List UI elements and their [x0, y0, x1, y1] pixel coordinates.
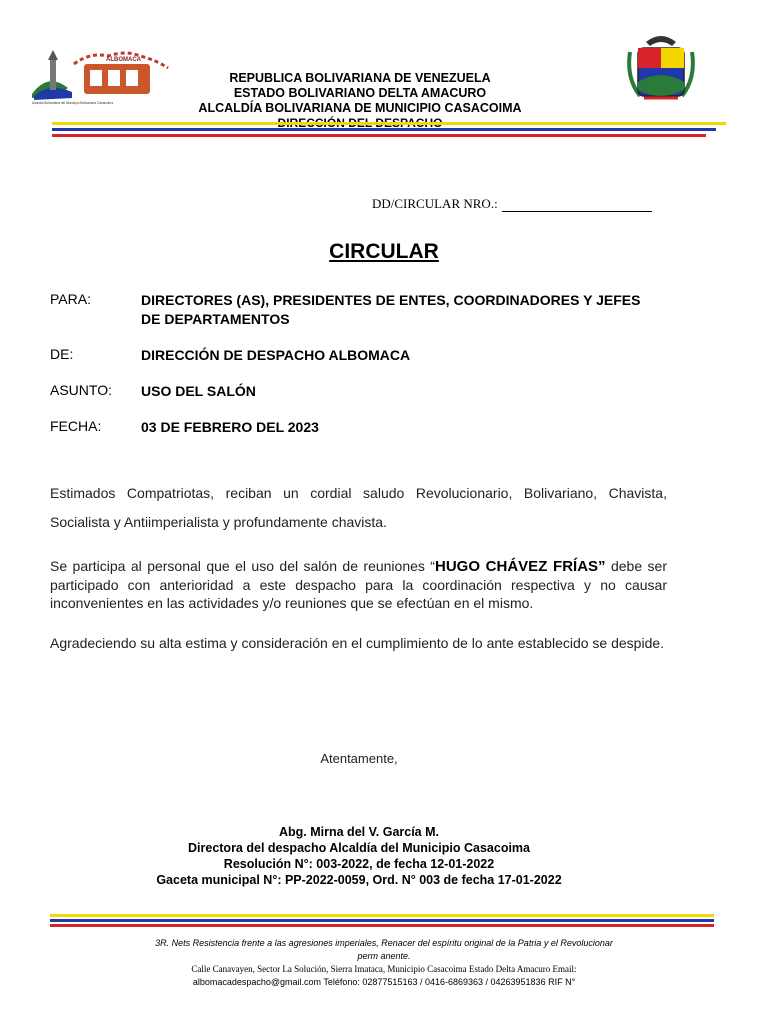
footer-stripe-red [50, 924, 714, 927]
footer-address: Calle Canavayen, Sector La Solución, Sierra Imataca, Municipio Casacoima Estado Delta Amacuro Email: [191, 964, 577, 974]
footer-motto: 3R. Nets Resistencia frente a las agresiones imperiales, Renacer del espíritu original de la Patria y el Revolucionar [155, 938, 613, 948]
circular-number-blank [502, 199, 652, 212]
asunto-label: ASUNTO: [50, 382, 112, 398]
header-line-republic: REPUBLICA BOLIVARIANA DE VENEZUELA [229, 71, 491, 85]
signature-gaceta: Gaceta municipal N°: PP-2022-0059, Ord. N° 003 de fecha 17-01-2022 [156, 873, 562, 887]
body-paragraph-greeting: Estimados Compatriotas, reciban un cordial saludo Revolucionario, Bolivariano, Chavista, Socialista y Antiimperialista y profundamente chavista. [50, 485, 667, 530]
footer-stripe-blue [50, 919, 714, 922]
notice-text-before: Se participa al personal que el uso del salón de reuniones “ [50, 558, 435, 574]
header-stripe-red [52, 134, 706, 137]
circular-number [372, 196, 652, 212]
document-title: CIRCULAR [329, 240, 439, 263]
header-stripe-yellow [52, 122, 726, 125]
para-value: DIRECTORES (AS), PRESIDENTES DE ENTES, COORDINADORES Y JEFES DE DEPARTAMENTOS [141, 292, 641, 327]
signature-name: Abg. Mirna del V. García M. [279, 825, 439, 839]
notice-text-after: debe ser participado con anterioridad a este despacho para la coordinación respectiva y no causar inconvenientes en las actividades y/o reuniones que se efectúan en el mismo. [50, 558, 667, 611]
header-line-mayoralty: ALCALDÍA BOLIVARIANA DE MUNICIPIO CASACOIMA [198, 101, 522, 115]
circular-number-label: DD/CIRCULAR NRO.: [372, 196, 498, 211]
body-paragraph-notice [50, 557, 667, 612]
de-value: DIRECCIÓN DE DESPACHO ALBOMACA [141, 347, 411, 363]
header-stripe-blue [52, 128, 716, 131]
fecha-value: 03 DE FEBRERO DEL 2023 [141, 419, 319, 435]
coat-of-arms-logo [622, 32, 700, 106]
signature-role: Directora del despacho Alcaldía del Municipio Casacoima [188, 841, 530, 855]
header-line-state: ESTADO BOLIVARIANO DELTA AMACURO [233, 86, 487, 100]
closing-text: Atentamente, [320, 751, 398, 766]
de-label: DE: [50, 346, 74, 362]
footer-stripe-yellow [50, 914, 714, 917]
signature-resolution: Resolución N°: 003-2022, de fecha 12-01-2022 [223, 857, 495, 871]
footer-motto-end: perm anente. [357, 951, 411, 961]
para-label: PARA: [50, 291, 91, 307]
albomaca-logo [28, 42, 178, 106]
asunto-value: USO DEL SALÓN [141, 383, 256, 399]
salon-name: HUGO CHÁVEZ FRÍAS” [434, 558, 606, 575]
footer-contact: albomacadespacho@gmail.com Teléfono: 02877515163 / 0416-6869363 / 04263951836 RIF N° [192, 977, 576, 987]
fecha-label: FECHA: [50, 418, 102, 434]
logo-left-text: ALBOMACA [106, 57, 141, 63]
logo-left-caption: Alcaldía Bolivariana del Municipio Bolivariano Casacoima [32, 101, 113, 105]
body-paragraph-farewell: Agradeciendo su alta estima y consideración en el cumplimiento de lo ante establecido se despide. [50, 635, 665, 651]
